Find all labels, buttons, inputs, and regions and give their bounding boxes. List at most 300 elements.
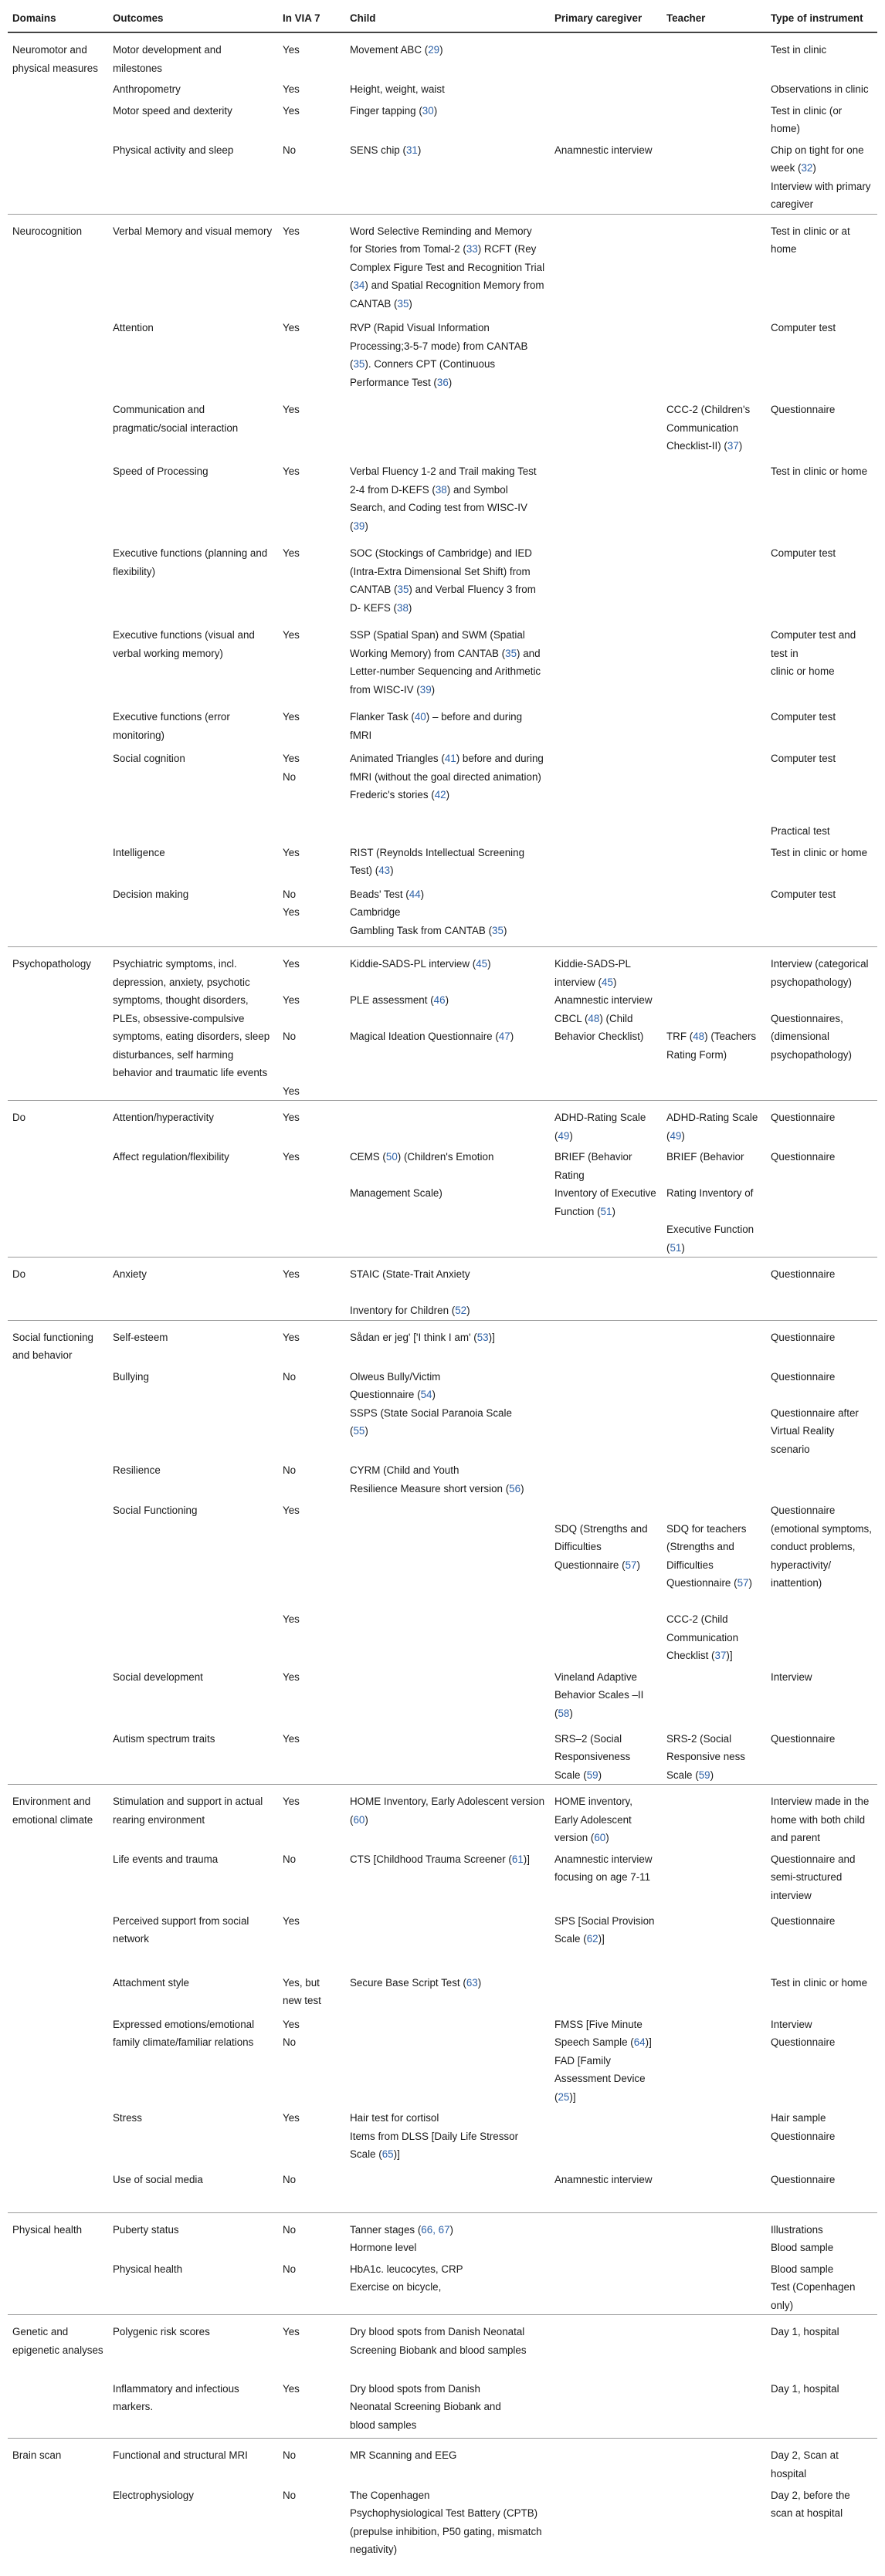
table-row bbox=[8, 2168, 877, 2212]
citation-ref[interactable]: 57 bbox=[737, 1577, 749, 1589]
teacher-cell bbox=[662, 1258, 766, 1321]
domain-cell bbox=[8, 398, 108, 459]
domain-cell bbox=[8, 1458, 108, 1498]
domain-cell bbox=[8, 841, 108, 882]
citation-ref[interactable]: 45 bbox=[602, 976, 613, 988]
citation-ref[interactable]: 54 bbox=[420, 1389, 432, 1400]
child-cell bbox=[345, 1727, 550, 1785]
instrument-cell: Hair sample Questionnaire bbox=[771, 2112, 836, 2142]
in-via-7-cell: Yes, but new test bbox=[283, 1976, 321, 2006]
caregiver-cell bbox=[550, 32, 662, 77]
caregiver-cell: Anamnestic interview focusing on age 7-11 bbox=[554, 1853, 653, 1883]
outcome-cell: Physical health bbox=[113, 2263, 183, 2275]
citation-ref[interactable]: 46 bbox=[433, 994, 446, 1006]
domain-cell: Psychopathology bbox=[8, 947, 108, 1101]
caregiver-cell bbox=[550, 2377, 662, 2439]
teacher-cell bbox=[662, 1971, 766, 2012]
instrument-cell: Computer test bbox=[771, 711, 836, 723]
caregiver-cell bbox=[550, 882, 662, 947]
in-via-7-cell: Yes bbox=[283, 104, 300, 117]
child-cell bbox=[345, 2012, 550, 2107]
caregiver-cell bbox=[550, 99, 662, 138]
citation-ref[interactable]: 55 bbox=[353, 1425, 365, 1437]
caregiver-cell bbox=[550, 77, 662, 99]
instrument-cell: Chip on tight for one week (32) Interview with primary caregiver bbox=[771, 144, 871, 210]
child-cell: SENS chip (31) bbox=[350, 144, 422, 156]
teacher-cell: CCC-2 (Children's Communication Checklist-II) (37) bbox=[666, 404, 751, 452]
table-row bbox=[8, 398, 877, 459]
header-outcomes: Outcomes bbox=[108, 0, 278, 32]
caregiver-cell bbox=[550, 1320, 662, 1365]
caregiver-cell bbox=[550, 1458, 662, 1498]
citation-ref[interactable]: 39 bbox=[419, 683, 432, 696]
instrument-cell: Computer test bbox=[771, 888, 836, 900]
child-cell: RVP (Rapid Visual Information Processing;3-5-7 mode) from CANTAB (35). Conners CPT (Continuous Performance Test (36) bbox=[350, 322, 528, 388]
outcome-cell: Inflammatory and infectious markers. bbox=[113, 2382, 239, 2412]
caregiver-cell bbox=[550, 316, 662, 398]
in-via-7-cell: Yes bbox=[283, 2112, 300, 2124]
table-row bbox=[8, 1909, 877, 1971]
in-via-7-cell: No bbox=[283, 1853, 297, 1865]
child-cell: HOME Inventory, Early Adolescent version (60) bbox=[345, 1785, 550, 1847]
table-row bbox=[8, 2106, 877, 2168]
in-via-7-cell: No bbox=[283, 2263, 297, 2275]
outcome-cell: Functional and structural MRI bbox=[108, 2439, 278, 2483]
domain-cell bbox=[8, 2168, 108, 2212]
teacher-cell bbox=[662, 1909, 766, 1971]
outcome-cell: Decision making bbox=[113, 888, 189, 900]
outcome-cell: Electrophysiology bbox=[113, 2489, 194, 2501]
teacher-cell bbox=[662, 99, 766, 138]
header-child: Child bbox=[345, 0, 550, 32]
child-cell: Finger tapping (30) bbox=[350, 104, 438, 117]
caregiver-cell bbox=[550, 746, 662, 841]
citation-ref[interactable]: 35 bbox=[353, 358, 365, 370]
instrument-cell: Day 2, Scan at hospital bbox=[766, 2439, 877, 2483]
teacher-cell bbox=[662, 1785, 766, 1847]
citation-ref[interactable]: 29 bbox=[428, 44, 440, 56]
domain-cell bbox=[8, 541, 108, 623]
citation-ref[interactable]: 60 bbox=[594, 1832, 606, 1843]
teacher-cell bbox=[662, 705, 766, 746]
caregiver-cell: Anamnestic interview bbox=[554, 2174, 653, 2185]
child-cell bbox=[345, 2168, 550, 2212]
citation-ref[interactable]: 37 bbox=[714, 1650, 727, 1661]
table-row bbox=[8, 77, 877, 99]
child-cell: Sådan er jeg' ['I think I am' (53)] bbox=[345, 1320, 550, 1365]
in-via-7-cell: Yes bbox=[283, 846, 300, 858]
teacher-cell bbox=[662, 841, 766, 882]
citation-ref[interactable]: 58 bbox=[558, 1707, 570, 1719]
teacher-cell bbox=[662, 2212, 766, 2257]
teacher-cell bbox=[662, 2377, 766, 2439]
instrument-cell: Test in clinic or at home bbox=[766, 214, 877, 316]
in-via-7-cell: Yes bbox=[283, 547, 300, 559]
citation-ref[interactable]: 59 bbox=[586, 1769, 598, 1781]
citation-ref[interactable]: 49 bbox=[670, 1129, 682, 1142]
table-row bbox=[8, 2012, 877, 2107]
teacher-cell bbox=[662, 2106, 766, 2168]
table-body bbox=[8, 32, 877, 2576]
teacher-cell bbox=[662, 1847, 766, 1909]
child-cell: HbA1c. leucocytes, CRP Exercise on bicycle, bbox=[350, 2263, 463, 2293]
teacher-cell bbox=[662, 1320, 766, 1365]
child-cell: Flanker Task (40) – before and during fMRI bbox=[350, 711, 523, 741]
outcome-cell: Self-esteem bbox=[108, 1320, 278, 1365]
caregiver-cell: BRIEF (Behavior Rating Inventory of Executive Function (51) bbox=[554, 1151, 656, 1217]
instrument-cell: Questionnaire Questionnaire after Virtual Reality scenario bbox=[771, 1370, 859, 1455]
in-via-7-cell: Yes bbox=[278, 1101, 345, 1146]
citation-ref[interactable]: 34 bbox=[353, 279, 365, 291]
child-cell bbox=[345, 1665, 550, 1727]
table-row bbox=[8, 541, 877, 623]
child-cell: Beads' Test (44) Cambridge Gambling Task from CANTAB (35) bbox=[350, 888, 507, 936]
header-teacher: Teacher bbox=[662, 0, 766, 32]
outcome-cell: Psychiatric symptoms, incl. depression, anxiety, psychotic symptoms, thought disorders, PLEs, obsessive-compulsive symptoms, eating disorders, sleep disturbances, self harming behavior and traumatic life events bbox=[108, 947, 278, 1101]
domain-cell bbox=[8, 1847, 108, 1909]
caregiver-cell: Anamnestic interview bbox=[554, 144, 653, 156]
caregiver-cell: ADHD-Rating Scale (49) bbox=[550, 1101, 662, 1146]
caregiver-cell bbox=[550, 2212, 662, 2257]
table-row bbox=[8, 1145, 877, 1258]
table-row bbox=[8, 705, 877, 746]
teacher-cell bbox=[662, 214, 766, 316]
instrument-cell: Blood sample Test (Copenhagen only) bbox=[771, 2263, 856, 2311]
outcome-cell: Bullying bbox=[113, 1370, 149, 1383]
header-type-of-instrument: Type of instrument bbox=[766, 0, 877, 32]
outcome-cell: Attention bbox=[113, 322, 154, 333]
citation-ref[interactable]: 51 bbox=[670, 1241, 682, 1254]
child-cell: Dry blood spots from Danish Neonatal Screening Biobank and blood samples bbox=[350, 2382, 501, 2431]
child-cell: SOC (Stockings of Cambridge) and IED (Intra-Extra Dimensional Set Shift) from CANTAB (35) and Verbal Fluency 3 from D- KEFS (38) bbox=[350, 547, 536, 614]
in-via-7-cell: No bbox=[283, 2174, 297, 2185]
in-via-7-cell: Yes bbox=[283, 2382, 300, 2395]
teacher-cell bbox=[662, 746, 766, 841]
in-via-7-cell: Yes bbox=[283, 1671, 300, 1683]
teacher-cell bbox=[662, 1665, 766, 1727]
instrument-cell: Questionnaire bbox=[771, 1732, 836, 1745]
in-via-7-cell: Yes bbox=[278, 214, 345, 316]
teacher-cell: ADHD-Rating Scale (49) bbox=[662, 1101, 766, 1146]
child-cell: Hair test for cortisol Items from DLSS [Daily Life Stressor Scale (65)] bbox=[350, 2112, 519, 2160]
citation-ref[interactable]: 42 bbox=[434, 789, 446, 801]
caregiver-cell bbox=[550, 2483, 662, 2576]
instrument-cell: Questionnaire bbox=[766, 1320, 877, 1365]
instrument-cell: Test in clinic (or home) bbox=[771, 104, 843, 134]
teacher-cell bbox=[662, 1458, 766, 1498]
in-via-7-cell: Yes bbox=[283, 1914, 300, 1927]
in-via-7-cell: Yes No bbox=[283, 2018, 300, 2048]
outcome-cell: Resilience bbox=[113, 1464, 161, 1476]
teacher-cell bbox=[662, 2315, 766, 2377]
instrument-cell: Questionnaire (emotional symptoms, conduct problems, hyperactivity/ inattention) bbox=[771, 1505, 872, 1589]
domain-cell bbox=[8, 705, 108, 746]
teacher-cell bbox=[662, 2012, 766, 2107]
citation-ref[interactable]: 51 bbox=[600, 1205, 612, 1217]
in-via-7-cell: Yes bbox=[283, 711, 300, 723]
citation-ref[interactable]: 47 bbox=[498, 1031, 510, 1042]
table-row bbox=[8, 1458, 877, 1498]
domain-cell bbox=[8, 2106, 108, 2168]
citation-ref[interactable]: 40 bbox=[414, 711, 426, 723]
citation-ref[interactable]: 53 bbox=[476, 1331, 489, 1343]
citation-ref[interactable]: 41 bbox=[444, 753, 456, 764]
table-row bbox=[8, 1665, 877, 1727]
teacher-cell: SDQ for teachers (Strengths and Difficulties Questionnaire (57) CCC-2 (Child Communication Checklist (37)] bbox=[666, 1522, 752, 1661]
table-row bbox=[8, 99, 877, 138]
instrument-cell: Interview made in the home with both child and parent bbox=[766, 1785, 877, 1847]
in-via-7-cell: No bbox=[283, 1464, 297, 1476]
in-via-7-cell: No Yes bbox=[283, 888, 300, 918]
table-row bbox=[8, 2439, 877, 2483]
citation-ref[interactable]: 39 bbox=[353, 520, 365, 532]
instrument-cell bbox=[766, 1458, 877, 1498]
teacher-cell bbox=[662, 77, 766, 99]
outcome-cell: Stimulation and support in actual rearing environment bbox=[108, 1785, 278, 1847]
citation-ref[interactable]: 38 bbox=[397, 601, 409, 614]
instrument-cell: Computer test and test in clinic or home bbox=[771, 629, 856, 677]
instrument-cell: Questionnaire bbox=[766, 1258, 877, 1321]
citation-ref[interactable]: 48 bbox=[693, 1031, 705, 1042]
table-row bbox=[8, 1847, 877, 1909]
teacher-cell: TRF (48) (Teachers Rating Form) bbox=[662, 947, 766, 1101]
header-domains: Domains bbox=[8, 0, 108, 32]
table-row bbox=[8, 1320, 877, 1365]
caregiver-cell bbox=[550, 1365, 662, 1459]
child-cell: Olweus Bully/Victim Questionnaire (54) SSPS (State Social Paranoia Scale (55) bbox=[350, 1370, 512, 1437]
citation-ref[interactable]: 56 bbox=[509, 1482, 521, 1494]
instrument-cell: Test in clinic or home bbox=[771, 846, 868, 858]
domain-cell bbox=[8, 138, 108, 215]
outcome-cell: Motor development and milestones bbox=[113, 44, 222, 74]
domain-cell bbox=[8, 2012, 108, 2107]
citation-ref[interactable]: 35 bbox=[492, 924, 504, 936]
caregiver-cell bbox=[550, 459, 662, 541]
teacher-cell bbox=[662, 2257, 766, 2315]
instrument-cell: Computer test bbox=[771, 547, 836, 559]
citation-ref[interactable]: 57 bbox=[625, 1559, 637, 1571]
instrument-cell: Computer test bbox=[771, 322, 836, 333]
teacher-cell: BRIEF (Behavior Rating Inventory of Executive Function (51) bbox=[666, 1151, 754, 1254]
child-cell: Secure Base Script Test (63) bbox=[350, 1976, 482, 1989]
domain-cell bbox=[8, 459, 108, 541]
child-cell bbox=[345, 1909, 550, 1971]
instrument-cell: Questionnaire bbox=[771, 1151, 836, 1163]
child-cell: Dry blood spots from Danish Neonatal Screening Biobank and blood samples bbox=[345, 2315, 550, 2377]
outcome-cell: Executive functions (visual and verbal working memory) bbox=[113, 629, 255, 659]
teacher-cell bbox=[662, 459, 766, 541]
caregiver-cell: HOME inventory, Early Adolescent version (60) bbox=[550, 1785, 662, 1847]
domain-cell: Social functioning and behavior bbox=[8, 1320, 108, 1365]
citation-ref[interactable]: 31 bbox=[405, 144, 418, 156]
domain-cell bbox=[8, 99, 108, 138]
in-via-7-cell: Yes bbox=[283, 1151, 300, 1163]
child-cell: Animated Triangles (41) before and during fMRI (without the goal directed animation) Frederic's stories (42) bbox=[350, 753, 544, 801]
table-row bbox=[8, 2315, 877, 2377]
caregiver-cell bbox=[550, 705, 662, 746]
instrument-cell: Interview bbox=[771, 1671, 812, 1683]
outcome-cell: Use of social media bbox=[113, 2174, 203, 2185]
outcome-cell: Attachment style bbox=[113, 1976, 189, 1989]
in-via-7-cell: Yes bbox=[283, 629, 300, 641]
citation-ref[interactable]: 25 bbox=[558, 2090, 570, 2103]
in-via-7-cell: No bbox=[283, 1370, 297, 1383]
table-row bbox=[8, 1971, 877, 2012]
citation-ref[interactable]: 43 bbox=[378, 865, 391, 876]
citation-ref[interactable]: 30 bbox=[422, 104, 434, 117]
table-row bbox=[8, 316, 877, 398]
in-via-7-cell: No bbox=[283, 144, 297, 156]
outcome-cell: Stress bbox=[113, 2112, 142, 2124]
citation-ref[interactable]: 35 bbox=[505, 647, 517, 659]
in-via-7-cell: Yes bbox=[278, 1258, 345, 1321]
outcome-cell: Anxiety bbox=[108, 1258, 278, 1321]
citation-ref[interactable]: 65 bbox=[381, 2148, 394, 2160]
citation-ref[interactable]: 66, 67 bbox=[421, 2223, 450, 2236]
citation-ref[interactable]: 64 bbox=[633, 2036, 646, 2048]
domain-cell bbox=[8, 2257, 108, 2315]
citation-ref[interactable]: 33 bbox=[466, 243, 478, 255]
caregiver-cell bbox=[550, 623, 662, 705]
outcome-cell: Motor speed and dexterity bbox=[113, 104, 232, 117]
child-cell: Word Selective Reminding and Memory for Stories from Tomal-2 (33) RCFT (Rey Complex Figure Test and Recognition Trial (34) and Spatial Recognition Memory from CANTAB (35) bbox=[345, 214, 550, 316]
citation-ref[interactable]: 38 bbox=[435, 483, 447, 496]
table-row bbox=[8, 2483, 877, 2576]
child-cell: The Copenhagen Psychophysiological Test Battery (CPTB) (prepulse inhibition, P50 gating, mismatch negativity) bbox=[350, 2489, 542, 2555]
domain-cell bbox=[8, 1145, 108, 1258]
teacher-cell bbox=[662, 541, 766, 623]
outcome-cell: Social development bbox=[113, 1671, 203, 1683]
citation-ref[interactable]: 62 bbox=[586, 1933, 598, 1945]
table-row bbox=[8, 1785, 877, 1847]
child-cell: SSP (Spatial Span) and SWM (Spatial Working Memory) from CANTAB (35) and Letter-number Sequencing and Arithmetic from WISC-IV (39) bbox=[350, 629, 541, 696]
child-cell: MR Scanning and EEG bbox=[345, 2439, 550, 2483]
caregiver-cell bbox=[550, 2315, 662, 2377]
outcome-cell: Life events and trauma bbox=[113, 1853, 219, 1865]
caregiver-cell: FMSS [Five Minute Speech Sample (64)] FAD [Family Assessment Device (25)] bbox=[554, 2018, 652, 2103]
domain-cell: Genetic and epigenetic analyses bbox=[8, 2315, 108, 2377]
caregiver-cell: Vineland Adaptive Behavior Scales –II (58) bbox=[554, 1671, 644, 1719]
domain-cell: Physical health bbox=[8, 2212, 108, 2257]
child-cell: Movement ABC (29) bbox=[350, 44, 443, 56]
table-row bbox=[8, 1258, 877, 1321]
instrument-cell: Test in clinic or home bbox=[771, 1976, 868, 1989]
teacher-cell bbox=[662, 882, 766, 947]
table-row bbox=[8, 32, 877, 77]
in-via-7-cell: Yes bbox=[283, 322, 300, 333]
domain-cell: Do bbox=[8, 1258, 108, 1321]
teacher-cell bbox=[662, 138, 766, 215]
instrument-cell: Test in clinic or home bbox=[771, 465, 868, 477]
outcome-cell: Social Functioning bbox=[113, 1505, 198, 1516]
table-row bbox=[8, 1101, 877, 1146]
in-via-7-cell: No bbox=[278, 2212, 345, 2257]
domain-cell bbox=[8, 882, 108, 947]
in-via-7-cell: Yes bbox=[283, 1732, 300, 1745]
in-via-7-cell: Yes Yes No Yes bbox=[278, 947, 345, 1101]
caregiver-cell bbox=[550, 1258, 662, 1321]
header-in-via-7: In VIA 7 bbox=[278, 0, 345, 32]
in-via-7-cell: Yes bbox=[278, 2315, 345, 2377]
domain-cell bbox=[8, 77, 108, 99]
table-row bbox=[8, 623, 877, 705]
child-cell: CEMS (50) (Children's Emotion Management Scale) bbox=[350, 1151, 494, 1199]
child-cell bbox=[345, 398, 550, 459]
table-row bbox=[8, 2257, 877, 2315]
citation-ref[interactable]: 44 bbox=[409, 888, 421, 900]
table-row bbox=[8, 214, 877, 316]
teacher-cell bbox=[662, 2483, 766, 2576]
outcome-cell: Affect regulation/flexibility bbox=[113, 1151, 229, 1163]
in-via-7-cell: Yes Yes bbox=[283, 1505, 300, 1625]
table-row bbox=[8, 459, 877, 541]
domain-cell bbox=[8, 1727, 108, 1785]
in-via-7-cell: Yes bbox=[278, 1785, 345, 1847]
citation-ref[interactable]: 50 bbox=[385, 1151, 398, 1163]
in-via-7-cell: Yes bbox=[278, 1320, 345, 1365]
instrument-cell: Interview (categorical psychopathology) Questionnaires, (dimensional psychopathology) bbox=[766, 947, 877, 1101]
domain-cell: Do bbox=[8, 1101, 108, 1146]
caregiver-cell bbox=[550, 1971, 662, 2012]
domain-cell: Brain scan bbox=[8, 2439, 108, 2483]
caregiver-cell bbox=[550, 541, 662, 623]
child-cell: Height, weight, waist bbox=[350, 83, 445, 95]
domain-cell: Environment and emotional climate bbox=[8, 1785, 108, 1847]
citation-ref[interactable]: 63 bbox=[466, 1976, 478, 1989]
instrument-cell: Observations in clinic bbox=[771, 83, 869, 95]
table-row bbox=[8, 1365, 877, 1459]
citation-ref[interactable]: 61 bbox=[511, 1853, 524, 1865]
caregiver-cell: SRS–2 (Social Responsiveness Scale (59) bbox=[554, 1732, 631, 1781]
instrument-cell: Questionnaire bbox=[771, 404, 836, 415]
teacher-cell: SRS-2 (Social Responsive ness Scale (59) bbox=[666, 1732, 745, 1781]
outcome-cell: Autism spectrum traits bbox=[113, 1732, 215, 1745]
instrument-cell: Day 1, hospital bbox=[766, 2315, 877, 2377]
citation-ref[interactable]: 49 bbox=[558, 1129, 570, 1142]
in-via-7-cell: Yes bbox=[283, 44, 300, 56]
citation-ref[interactable]: 35 bbox=[397, 297, 409, 310]
citation-ref[interactable]: 35 bbox=[397, 584, 409, 595]
table-row bbox=[8, 947, 877, 1101]
citation-ref[interactable]: 52 bbox=[455, 1305, 467, 1316]
instrument-cell: Questionnaire and semi-structured interview bbox=[771, 1853, 856, 1901]
citation-ref[interactable]: 37 bbox=[727, 440, 739, 452]
in-via-7-cell: No bbox=[278, 2439, 345, 2483]
in-via-7-cell: Yes bbox=[283, 465, 300, 477]
outcome-cell: Polygenic risk scores bbox=[108, 2315, 278, 2377]
child-cell bbox=[345, 1498, 550, 1665]
citation-ref[interactable]: 32 bbox=[801, 162, 813, 174]
in-via-7-cell: Yes bbox=[283, 404, 300, 415]
teacher-cell bbox=[662, 1365, 766, 1459]
citation-ref[interactable]: 60 bbox=[353, 1813, 365, 1826]
table-row bbox=[8, 1727, 877, 1785]
in-via-7-cell: No bbox=[283, 2489, 297, 2501]
teacher-cell bbox=[662, 623, 766, 705]
citation-ref[interactable]: 48 bbox=[588, 1012, 600, 1024]
instrument-cell: Interview Questionnaire bbox=[771, 2018, 836, 2048]
teacher-cell bbox=[662, 2439, 766, 2483]
header-row bbox=[8, 0, 877, 32]
child-cell: RIST (Reynolds Intellectual Screening Test) (43) bbox=[350, 846, 525, 876]
citation-ref[interactable]: 36 bbox=[436, 376, 449, 388]
child-cell: Verbal Fluency 1-2 and Trail making Test 2-4 from D-KEFS (38) and Symbol Search, and Coding test from WISC-IV (39) bbox=[350, 465, 537, 532]
citation-ref[interactable]: 45 bbox=[476, 958, 488, 970]
caregiver-cell bbox=[550, 214, 662, 316]
domain-cell bbox=[8, 1498, 108, 1665]
citation-ref[interactable]: 59 bbox=[698, 1769, 710, 1781]
outcome-cell: Intelligence bbox=[113, 846, 165, 858]
